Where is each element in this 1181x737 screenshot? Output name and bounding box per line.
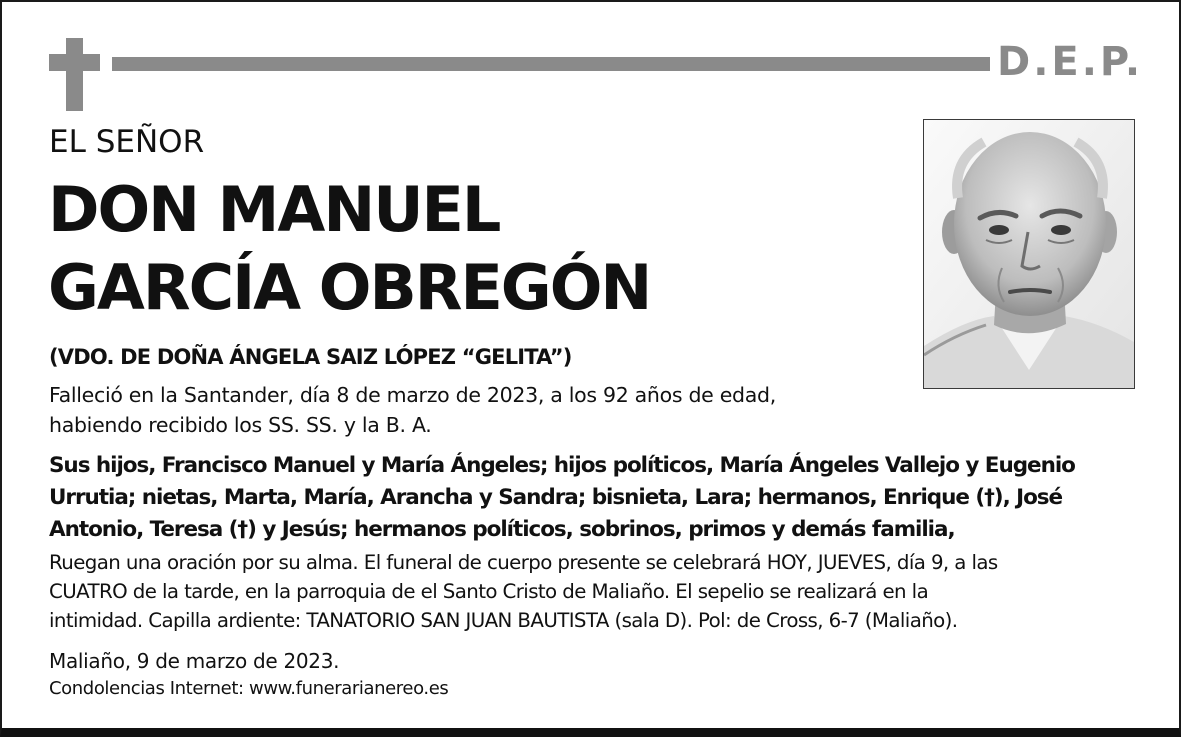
deceased-name-line-2: GARCÍA OBREGÓN [48, 251, 651, 324]
death-notice-line-2: habiendo recibido los SS. SS. y la B. A. [49, 413, 432, 437]
funeral-line-3: intimidad. Capilla ardiente: TANATORIO SAN JUAN BAUTISTA (sala D). Pol: de Cross, 6-7 (Maliaño). [49, 609, 958, 632]
deceased-name-line-1: DON MANUEL [48, 173, 500, 246]
widow-of: (VDO. DE DOÑA ÁNGELA SAIZ LÓPEZ “GELITA”) [49, 345, 572, 369]
portrait-image [924, 120, 1134, 388]
funeral-line-1: Ruegan una oración por su alma. El funeral de cuerpo presente se celebrará HOY, JUEVES, día 9, a las [49, 551, 998, 574]
dep-heading: D.E.P. [997, 39, 1144, 85]
place-date: Maliaño, 9 de marzo de 2023. [49, 649, 340, 673]
family-line-3: Antonio, Teresa (†) y Jesús; hermanos políticos, sobrinos, primos y demás familia, [49, 517, 955, 542]
cross-vertical-bar [66, 38, 83, 111]
family-line-1: Sus hijos, Francisco Manuel y María Ángeles; hijos políticos, María Ángeles Vallejo y Eugenio [49, 453, 1075, 478]
funeral-line-2: CUATRO de la tarde, en la parroquia de el Santo Cristo de Maliaño. El sepelio se realizará en la [49, 580, 929, 603]
honorific: EL SEÑOR [49, 124, 205, 160]
family-line-2: Urrutia; nietas, Marta, María, Arancha y Sandra; bisnieta, Lara; hermanos, Enrique (†), José [49, 485, 1063, 510]
portrait-photo [923, 119, 1135, 389]
cross-horizontal-bar [49, 54, 100, 71]
death-notice-line-1: Falleció en la Santander, día 8 de marzo de 2023, a los 92 años de edad, [49, 383, 776, 407]
header-rule [112, 57, 990, 71]
condolences-line: Condolencias Internet: www.funerarianereo.es [49, 678, 449, 699]
